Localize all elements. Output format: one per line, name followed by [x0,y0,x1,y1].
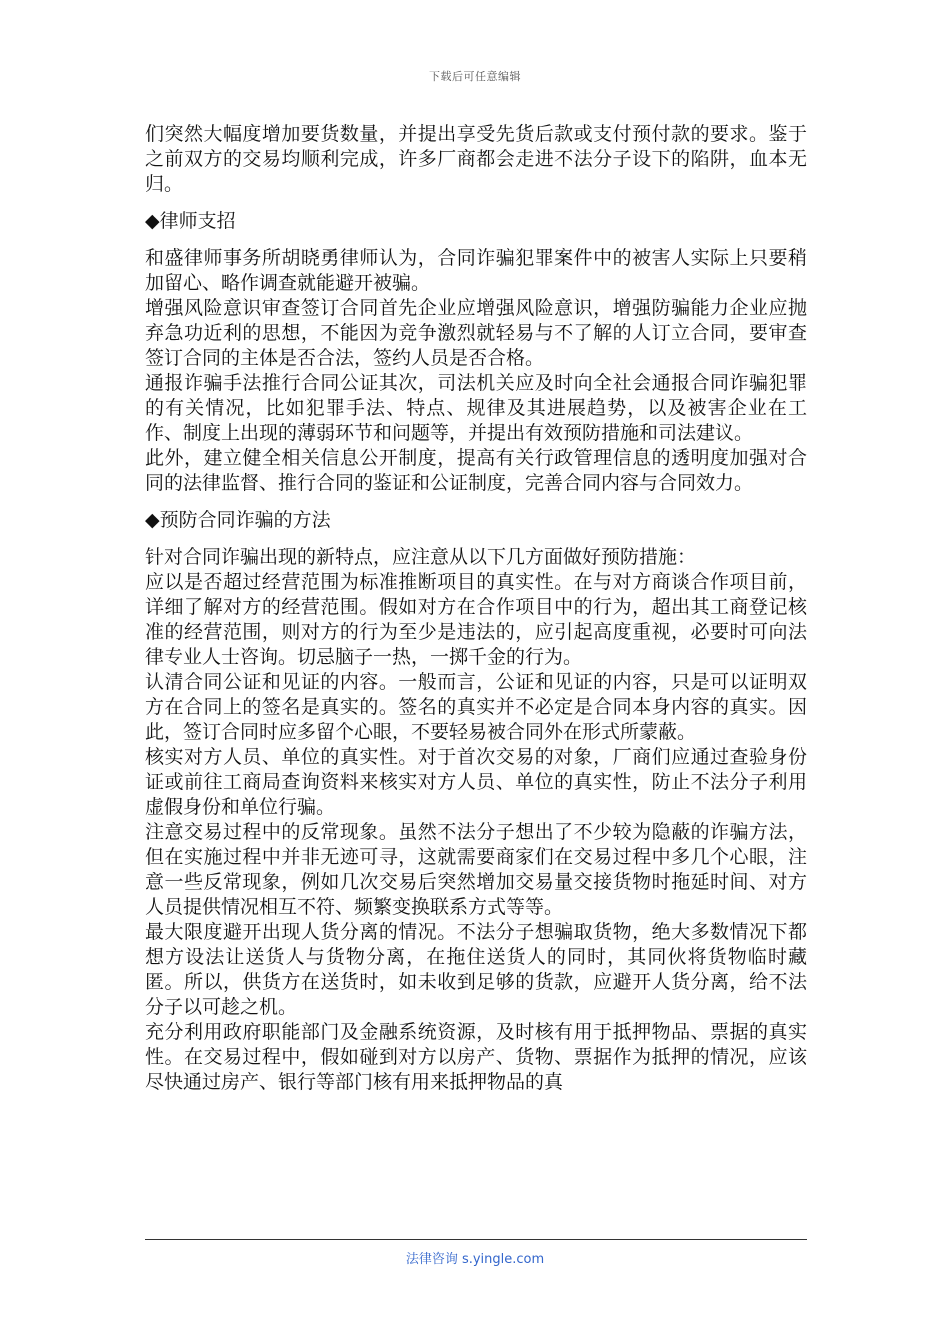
paragraph: 此外，建立健全相关信息公开制度，提高有关行政管理信息的透明度加强对合同的法律监督、推行合同的鉴证和公证制度，完善合同内容与合同效力。 [145,447,807,494]
paragraph: 充分利用政府职能部门及金融系统资源，及时核有用于抵押物品、票据的真实性。在交易过程中，假如碰到对方以房产、货物、票据作为抵押的情况，应该尽快通过房产、银行等部门核有用来抵押物品的真 [145,1021,807,1093]
section-heading: ◆律师支招 [145,210,236,232]
paragraph: 通报诈骗手法推行合同公证其次，司法机关应及时向全社会通报合同诈骗犯罪的有关情况，比如犯罪手法、特点、规律及其进展趋势，以及被害企业在工作、制度上出现的薄弱环节和问题等，并提出有效预防措施和司法建议。 [145,372,807,444]
paragraph: 最大限度避开出现人货分离的情况。不法分子想骗取货物，绝大多数情况下都想方设法让送货人与货物分离，在拖住送货人的同时，其同伙将货物临时藏匿。所以，供货方在送货时，如未收到足够的货款，应避开人货分离，给不法分子以可趁之机。 [145,921,807,1018]
document-body [145,122,807,1095]
paragraph: 应以是否超过经营范围为标准推断项目的真实性。在与对方商谈合作项目前，详细了解对方的经营范围。假如对方在合作项目中的行为，超出其工商登记核准的经营范围，则对方的行为至少是违法的，应引起高度重视，必要时可向法律专业人士咨询。切忌脑子一热，一掷千金的行为。 [145,571,807,668]
page-header: 下载后可任意编辑 [429,70,521,83]
footer-link[interactable]: 法律咨询 s.yingle.com [405,1252,545,1267]
paragraph: 和盛律师事务所胡晓勇律师认为，合同诈骗犯罪案件中的被害人实际上只要稍加留心、略作调查就能避开被骗。 [145,247,807,294]
paragraph: 核实对方人员、单位的真实性。对于首次交易的对象，厂商们应通过查验身份证或前往工商局查询资料来核实对方人员、单位的真实性，防止不法分子利用虚假身份和单位行骗。 [145,746,807,818]
paragraph: 们突然大幅度增加要货数量，并提出享受先货后款或支付预付款的要求。鉴于之前双方的交易均顺利完成，许多厂商都会走进不法分子设下的陷阱，血本无归。 [145,123,807,195]
paragraph: 注意交易过程中的反常现象。虽然不法分子想出了不少较为隐蔽的诈骗方法，但在实施过程中并非无迹可寻，这就需要商家们在交易过程中多几个心眼，注意一些反常现象，例如几次交易后突然增加交易量交接货物时拖延时间、对方人员提供情况相互不符、频繁变换联系方式等等。 [145,821,807,918]
paragraph: 增强风险意识审查签订合同首先企业应增强风险意识，增强防骗能力企业应抛弃急功近利的思想，不能因为竞争激烈就轻易与不了解的人订立合同，要审查签订合同的主体是否合法，签约人员是否合格。 [145,297,807,369]
footer-divider [145,1239,807,1240]
paragraph: 认清合同公证和见证的内容。一般而言，公证和见证的内容，只是可以证明双方在合同上的签名是真实的。签名的真实并不必定是合同本身内容的真实。因此，签订合同时应多留个心眼，不要轻易被合同外在形式所蒙蔽。 [145,671,807,743]
section-heading: ◆预防合同诈骗的方法 [145,509,331,531]
paragraph: 针对合同诈骗出现的新特点，应注意从以下几方面做好预防措施： [145,546,697,568]
